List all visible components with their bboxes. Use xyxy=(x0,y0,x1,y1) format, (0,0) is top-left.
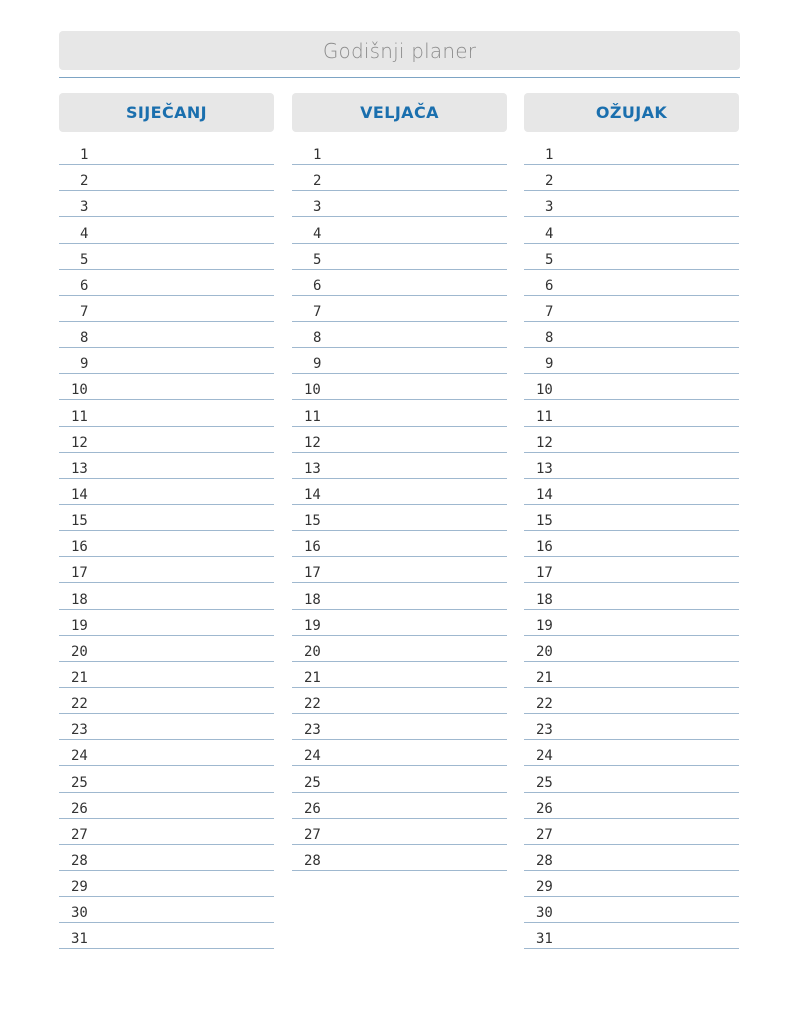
day-row[interactable] xyxy=(292,714,507,740)
day-number: 7 xyxy=(80,303,89,320)
day-number: 12 xyxy=(304,434,321,451)
day-number: 10 xyxy=(71,382,88,399)
month-column-february xyxy=(292,93,507,871)
day-row[interactable] xyxy=(292,531,507,557)
day-number: 15 xyxy=(304,513,321,530)
day-number: 27 xyxy=(304,826,321,843)
day-number: 3 xyxy=(313,199,322,216)
day-number: 13 xyxy=(536,460,553,477)
day-row[interactable] xyxy=(524,662,739,688)
day-row[interactable] xyxy=(292,688,507,714)
day-row[interactable] xyxy=(292,139,507,165)
day-number: 1 xyxy=(80,147,89,164)
day-number: 3 xyxy=(545,199,554,216)
day-row[interactable] xyxy=(292,845,507,871)
day-number: 6 xyxy=(313,277,322,294)
day-number: 2 xyxy=(545,173,554,190)
day-row[interactable] xyxy=(59,662,274,688)
day-number: 29 xyxy=(71,879,88,896)
day-row[interactable] xyxy=(292,479,507,505)
day-number: 28 xyxy=(71,852,88,869)
day-row[interactable] xyxy=(292,217,507,243)
day-number: 25 xyxy=(304,774,321,791)
day-row[interactable] xyxy=(292,793,507,819)
day-number: 22 xyxy=(304,696,321,713)
day-number: 1 xyxy=(313,147,322,164)
day-row[interactable] xyxy=(59,557,274,583)
day-number: 26 xyxy=(304,800,321,817)
day-list xyxy=(59,139,274,949)
day-number: 8 xyxy=(313,330,322,347)
day-list xyxy=(524,139,739,949)
day-row[interactable] xyxy=(59,871,274,897)
day-row[interactable] xyxy=(292,165,507,191)
day-number: 2 xyxy=(80,173,89,190)
day-number: 6 xyxy=(80,277,89,294)
day-number: 3 xyxy=(80,199,89,216)
day-row[interactable] xyxy=(59,296,274,322)
day-number: 7 xyxy=(313,303,322,320)
day-row[interactable] xyxy=(524,296,739,322)
day-number: 31 xyxy=(536,931,553,948)
day-row[interactable] xyxy=(524,766,739,792)
day-number: 23 xyxy=(71,722,88,739)
day-number: 31 xyxy=(71,931,88,948)
day-row[interactable] xyxy=(292,374,507,400)
day-number: 26 xyxy=(71,800,88,817)
day-number: 13 xyxy=(304,460,321,477)
day-number: 28 xyxy=(536,852,553,869)
day-number: 15 xyxy=(536,513,553,530)
day-row[interactable] xyxy=(59,322,274,348)
day-row[interactable] xyxy=(292,662,507,688)
day-number: 18 xyxy=(304,591,321,608)
day-row[interactable] xyxy=(59,400,274,426)
day-row[interactable] xyxy=(292,740,507,766)
day-number: 20 xyxy=(304,643,321,660)
day-row[interactable] xyxy=(524,453,739,479)
day-row[interactable] xyxy=(292,244,507,270)
day-row[interactable] xyxy=(292,427,507,453)
day-number: 17 xyxy=(536,565,553,582)
day-number: 30 xyxy=(71,905,88,922)
day-number: 23 xyxy=(304,722,321,739)
day-row[interactable] xyxy=(59,453,274,479)
day-row[interactable] xyxy=(524,244,739,270)
day-row[interactable] xyxy=(292,505,507,531)
day-number: 28 xyxy=(304,852,321,869)
day-row[interactable] xyxy=(292,766,507,792)
day-row[interactable] xyxy=(59,714,274,740)
day-row[interactable] xyxy=(524,871,739,897)
day-number: 13 xyxy=(71,460,88,477)
day-row[interactable] xyxy=(59,819,274,845)
day-list xyxy=(292,139,507,871)
day-row[interactable] xyxy=(524,139,739,165)
day-number: 10 xyxy=(304,382,321,399)
day-row[interactable] xyxy=(524,688,739,714)
day-number: 1 xyxy=(545,147,554,164)
day-row[interactable] xyxy=(524,845,739,871)
day-row[interactable] xyxy=(524,793,739,819)
day-row[interactable] xyxy=(292,453,507,479)
title-divider xyxy=(59,77,740,78)
day-number: 22 xyxy=(71,696,88,713)
day-number: 11 xyxy=(304,408,321,425)
day-number: 19 xyxy=(71,617,88,634)
day-row[interactable] xyxy=(524,897,739,923)
day-row[interactable] xyxy=(524,610,739,636)
day-row[interactable] xyxy=(292,191,507,217)
day-number: 12 xyxy=(536,434,553,451)
day-number: 24 xyxy=(71,748,88,765)
day-number: 14 xyxy=(304,486,321,503)
day-number: 27 xyxy=(71,826,88,843)
day-row[interactable] xyxy=(292,296,507,322)
day-number: 25 xyxy=(536,774,553,791)
day-row[interactable] xyxy=(524,819,739,845)
day-row[interactable] xyxy=(292,610,507,636)
day-row[interactable] xyxy=(524,427,739,453)
month-header: OŽUJAK xyxy=(524,93,739,132)
day-number: 18 xyxy=(71,591,88,608)
day-number: 27 xyxy=(536,826,553,843)
day-number: 9 xyxy=(313,356,322,373)
day-row[interactable] xyxy=(524,714,739,740)
page-title: Godišnji planer xyxy=(59,31,740,70)
day-row[interactable] xyxy=(59,583,274,609)
day-row[interactable] xyxy=(59,270,274,296)
day-row[interactable] xyxy=(524,165,739,191)
day-row[interactable] xyxy=(59,610,274,636)
day-number: 14 xyxy=(71,486,88,503)
day-number: 30 xyxy=(536,905,553,922)
day-row[interactable] xyxy=(524,348,739,374)
day-row[interactable] xyxy=(59,688,274,714)
day-number: 19 xyxy=(536,617,553,634)
day-number: 6 xyxy=(545,277,554,294)
day-number: 20 xyxy=(536,643,553,660)
day-number: 19 xyxy=(304,617,321,634)
day-row[interactable] xyxy=(524,531,739,557)
day-row[interactable] xyxy=(524,217,739,243)
day-row[interactable] xyxy=(524,400,739,426)
day-row[interactable] xyxy=(292,348,507,374)
day-row[interactable] xyxy=(524,374,739,400)
day-number: 4 xyxy=(80,225,89,242)
day-number: 9 xyxy=(545,356,554,373)
day-number: 29 xyxy=(536,879,553,896)
day-row[interactable] xyxy=(59,244,274,270)
day-row[interactable] xyxy=(59,427,274,453)
day-row[interactable] xyxy=(524,270,739,296)
day-number: 16 xyxy=(71,539,88,556)
day-number: 25 xyxy=(71,774,88,791)
day-row[interactable] xyxy=(59,217,274,243)
day-row[interactable] xyxy=(59,923,274,949)
day-row[interactable] xyxy=(59,636,274,662)
day-row[interactable] xyxy=(59,531,274,557)
day-number: 12 xyxy=(71,434,88,451)
day-row[interactable] xyxy=(59,165,274,191)
day-number: 21 xyxy=(304,669,321,686)
day-number: 8 xyxy=(80,330,89,347)
day-row[interactable] xyxy=(59,374,274,400)
day-row[interactable] xyxy=(292,322,507,348)
day-number: 26 xyxy=(536,800,553,817)
day-number: 14 xyxy=(536,486,553,503)
month-column-january xyxy=(59,93,274,949)
day-number: 17 xyxy=(304,565,321,582)
day-row[interactable] xyxy=(524,557,739,583)
day-number: 4 xyxy=(313,225,322,242)
day-row[interactable] xyxy=(59,897,274,923)
day-row[interactable] xyxy=(59,191,274,217)
day-row[interactable] xyxy=(524,636,739,662)
day-number: 21 xyxy=(71,669,88,686)
day-number: 16 xyxy=(536,539,553,556)
day-number: 24 xyxy=(536,748,553,765)
day-row[interactable] xyxy=(59,505,274,531)
month-header: SIJEČANJ xyxy=(59,93,274,132)
day-row[interactable] xyxy=(524,583,739,609)
day-row[interactable] xyxy=(59,766,274,792)
day-number: 11 xyxy=(71,408,88,425)
day-number: 11 xyxy=(536,408,553,425)
day-row[interactable] xyxy=(59,740,274,766)
day-number: 24 xyxy=(304,748,321,765)
day-number: 10 xyxy=(536,382,553,399)
day-number: 7 xyxy=(545,303,554,320)
day-number: 2 xyxy=(313,173,322,190)
day-number: 5 xyxy=(80,251,89,268)
day-row[interactable] xyxy=(524,191,739,217)
day-number: 17 xyxy=(71,565,88,582)
day-number: 4 xyxy=(545,225,554,242)
day-row[interactable] xyxy=(524,505,739,531)
day-row[interactable] xyxy=(292,270,507,296)
day-row[interactable] xyxy=(292,583,507,609)
day-number: 18 xyxy=(536,591,553,608)
day-row[interactable] xyxy=(59,793,274,819)
day-row[interactable] xyxy=(292,400,507,426)
day-number: 8 xyxy=(545,330,554,347)
day-row[interactable] xyxy=(292,819,507,845)
day-row[interactable] xyxy=(524,923,739,949)
day-number: 5 xyxy=(545,251,554,268)
day-number: 20 xyxy=(71,643,88,660)
month-column-march xyxy=(524,93,739,949)
day-row[interactable] xyxy=(292,557,507,583)
day-number: 22 xyxy=(536,696,553,713)
day-row[interactable] xyxy=(59,845,274,871)
day-number: 9 xyxy=(80,356,89,373)
day-number: 5 xyxy=(313,251,322,268)
day-row[interactable] xyxy=(524,740,739,766)
day-row[interactable] xyxy=(59,139,274,165)
day-number: 21 xyxy=(536,669,553,686)
day-number: 15 xyxy=(71,513,88,530)
day-row[interactable] xyxy=(59,348,274,374)
day-row[interactable] xyxy=(292,636,507,662)
day-number: 16 xyxy=(304,539,321,556)
day-row[interactable] xyxy=(59,479,274,505)
day-row[interactable] xyxy=(524,322,739,348)
day-number: 23 xyxy=(536,722,553,739)
month-header: VELJAČA xyxy=(292,93,507,132)
day-row[interactable] xyxy=(524,479,739,505)
